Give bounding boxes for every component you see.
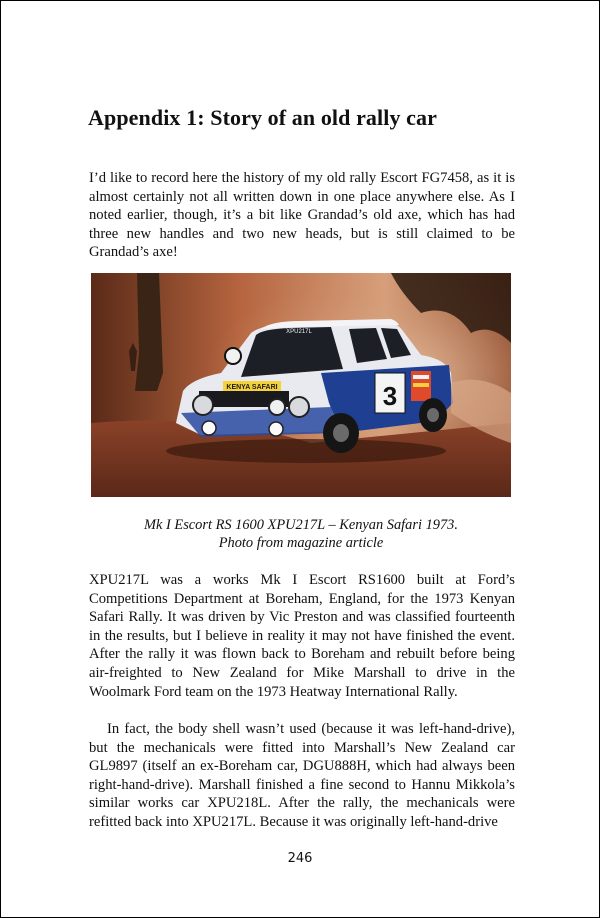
door-number: 3 <box>382 381 398 411</box>
caption-line-1: Mk I Escort RS 1600 XPU217L – Kenyan Safari 1973. <box>144 517 458 533</box>
body-paragraph: XPU217L was a works Mk I Escort RS1600 built at Ford’s Competitions Department at Boreham, England, for the 1973 Kenyan Safari Rally. It was driven by Vic Preston and was classified fourteenth in the results, but I believe in reality it may not have finished the event. After the rally it was flown back to Boreham and rebuilt before being air-freighted to New Zealand for Mike Marshall to drive in the Woolmark Ford team on the 1973 Heatway International Rally. <box>89 572 515 700</box>
body-paragraph: In fact, the body shell wasn’t used (because it was left-hand-drive), but the mechanicals were fitted into Marshall’s New Zealand car GL9897 (itself an ex-Boreham car, DGU888H, which had always been right-hand-drive). Marshall finished a fine second to Hannu Mikkola’s similar works car XPU218L. After the rally, the mechanicals were refitted back into XPU217L. Because it was originally left-hand-drive <box>89 721 515 830</box>
caption-line-2: Photo from magazine article <box>218 535 384 551</box>
rally-plate-text: KENYA SAFARI <box>226 384 278 391</box>
rally-car-photo <box>91 273 511 497</box>
tree-trunk <box>135 273 163 391</box>
intro-paragraph: I’d like to record here the history of my old rally Escort FG7458, as it is almost certainly not all written down in one place anywhere else. As I noted earlier, though, it’s a bit like Grandad’s old axe, which has had three new handles and two new heads, but is still claimed to be Grandad’s axe! <box>89 170 515 261</box>
page-number: 246 <box>287 851 313 866</box>
photo-caption <box>91 516 511 552</box>
windscreen-banner-text: XPU217L <box>286 329 312 335</box>
appendix-heading: Appendix 1: Story of an old rally car <box>88 105 437 130</box>
